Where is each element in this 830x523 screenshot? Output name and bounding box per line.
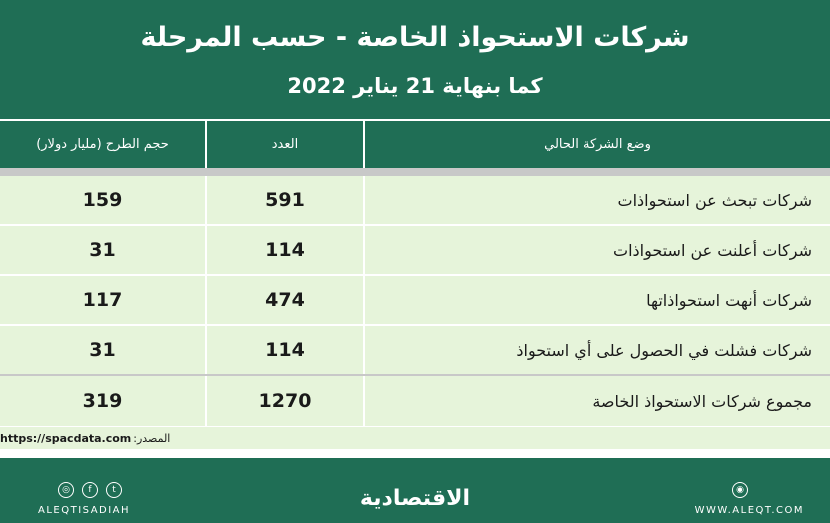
column-header-count: العدد: [207, 120, 363, 168]
footer-bar: [0, 458, 830, 523]
column-divider: [363, 120, 365, 168]
source-url: https://spacdata.com: [0, 431, 132, 445]
table-row: [0, 226, 830, 274]
column-divider: [205, 276, 207, 324]
instagram-icon: ◎: [58, 482, 74, 498]
column-divider: [363, 276, 365, 324]
source-label: المصدر:: [133, 431, 171, 445]
row-count: 114: [265, 239, 305, 261]
table-row: [0, 326, 830, 374]
globe-icon: ◉: [732, 482, 748, 498]
row-count: 114: [265, 339, 305, 361]
row-size: 31: [89, 339, 116, 361]
table-row: [0, 176, 830, 224]
row-count: 474: [265, 289, 305, 311]
row-count: 591: [265, 189, 305, 211]
row-size: 159: [82, 189, 123, 211]
website-url: WWW.ALEQT.COM: [694, 505, 804, 516]
page-subtitle: كما بنهاية 21 يناير 2022: [287, 74, 543, 98]
column-header-status: وضع الشركة الحالي: [365, 120, 830, 168]
column-divider: [363, 376, 365, 426]
total-label: مجموع شركات الاستحواذ الخاصة: [592, 391, 812, 411]
column-divider: [205, 326, 207, 374]
header-band: [0, 168, 830, 176]
column-divider: [205, 176, 207, 224]
total-count: 1270: [258, 390, 312, 412]
column-divider: [363, 176, 365, 224]
column-divider: [205, 120, 207, 168]
column-header-size: حجم الطرح (مليار دولار): [0, 120, 205, 168]
row-label: شركات أعلنت عن استحواذات: [613, 240, 812, 260]
column-divider: [363, 226, 365, 274]
table-header-banner: [0, 0, 830, 120]
table-row: [0, 276, 830, 324]
twitter-icon: t: [106, 482, 122, 498]
row-label: شركات تبحث عن استحواذات: [617, 190, 812, 210]
brand-logo: الاقتصادية: [359, 486, 471, 511]
total-row: [0, 376, 830, 426]
row-size: 117: [82, 289, 123, 311]
total-size: 319: [82, 390, 123, 412]
facebook-icon: f: [82, 482, 98, 498]
page-title: شركات الاستحواذ الخاصة - حسب المرحلة: [140, 22, 690, 53]
column-divider: [205, 226, 207, 274]
social-handle: ALEQTISADIAH: [38, 505, 131, 516]
column-divider: [363, 326, 365, 374]
column-divider: [205, 376, 207, 426]
source-note: [0, 427, 830, 449]
row-label: شركات فشلت في الحصول على أي استحواذ: [516, 340, 812, 360]
row-label: شركات أنهت استحواذاتها: [646, 290, 812, 310]
header-divider: [0, 119, 830, 121]
row-size: 31: [89, 239, 116, 261]
